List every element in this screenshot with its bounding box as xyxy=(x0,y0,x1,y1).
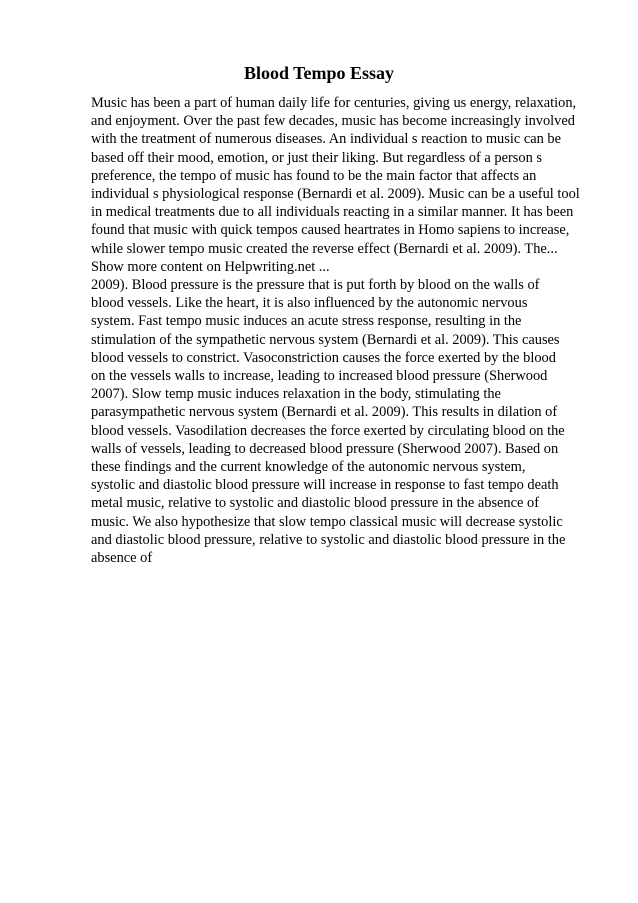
text-line: and enjoyment. Over the past few decades, music has become increasingly involved xyxy=(91,113,575,130)
text-line: 2009). Blood pressure is the pressure that is put forth by blood on the walls of xyxy=(91,277,540,294)
text-line: system. Fast tempo music induces an acute stress response, resulting in the xyxy=(91,313,522,330)
text-line: based off their mood, emotion, or just their liking. But regardless of a person s xyxy=(91,149,542,166)
text-line: systolic and diastolic blood pressure will increase in response to fast tempo death xyxy=(91,477,559,494)
text-line: walls of vessels, leading to decreased blood pressure (Sherwood 2007). Based on xyxy=(91,440,559,457)
text-line: stimulation of the sympathetic nervous system (Bernardi et al. 2009). This causes xyxy=(91,331,560,348)
text-line: and diastolic blood pressure, relative to systolic and diastolic blood pressure in the xyxy=(91,531,566,548)
text-line: absence of xyxy=(91,550,153,567)
text-line: found that music with quick tempos caused heartrates in Homo sapiens to increase, xyxy=(91,222,570,239)
document-body xyxy=(91,94,611,567)
text-line: on the vessels walls to increase, leading to increased blood pressure (Sherwood xyxy=(91,368,548,385)
text-line: blood vessels. Like the heart, it is also influenced by the autonomic nervous xyxy=(91,295,528,312)
document-title: Blood Tempo Essay xyxy=(243,63,395,83)
text-line: with the treatment of numerous diseases. An individual s reaction to music can be xyxy=(91,131,561,148)
text-line: in medical treatments due to all individuals reacting in a similar manner. It has been xyxy=(91,204,574,221)
text-line: blood vessels to constrict. Vasoconstriction causes the force exerted by the blood xyxy=(91,349,556,366)
text-line: individual s physiological response (Bernardi et al. 2009). Music can be a useful tool xyxy=(91,186,580,203)
text-line: metal music, relative to systolic and diastolic blood pressure in the absence of xyxy=(91,495,539,512)
text-line: while slower tempo music created the reverse effect (Bernardi et al. 2009). The... xyxy=(91,240,558,257)
text-line: music. We also hypothesize that slow tempo classical music will decrease systolic xyxy=(91,513,563,530)
text-line: blood vessels. Vasodilation decreases the force exerted by circulating blood on the xyxy=(91,422,565,439)
text-line: 2007). Slow temp music induces relaxation in the body, stimulating the xyxy=(91,386,501,403)
text-line: parasympathetic nervous system (Bernardi et al. 2009). This results in dilation of xyxy=(91,404,558,421)
text-line: these findings and the current knowledge of the autonomic nervous system, xyxy=(91,459,526,476)
text-line: preference, the tempo of music has found to be the main factor that affects an xyxy=(91,167,537,184)
text-line: Music has been a part of human daily life for centuries, giving us energy, relaxation, xyxy=(91,95,577,111)
show-more-line: Show more content on Helpwriting.net ... xyxy=(91,258,330,275)
